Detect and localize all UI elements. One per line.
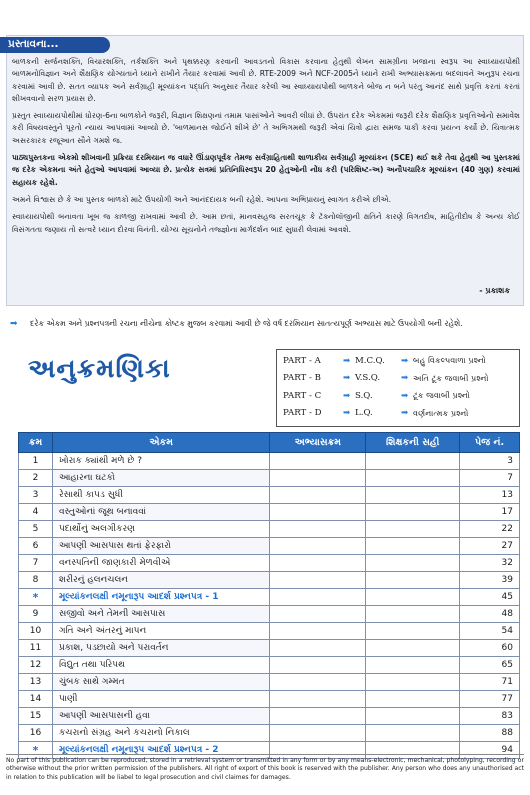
- row-teacher-sign-cell: [366, 657, 460, 674]
- table-row: [19, 589, 520, 606]
- row-serial: 9: [19, 606, 53, 623]
- row-syllabus-cell: [270, 640, 366, 657]
- row-serial: 4: [19, 504, 53, 521]
- row-serial: *: [19, 589, 53, 606]
- row-syllabus-cell: [270, 589, 366, 606]
- arrow-right-icon: ➡: [10, 319, 18, 329]
- part-desc: અતિ ટૂંક જવાબી પ્રશ્નો: [413, 372, 489, 383]
- row-syllabus-cell: [270, 691, 366, 708]
- row-unit-name: કચરાનો સંગ્રહ અને કચરાનો નિકાલ: [52, 725, 270, 742]
- table-row: [19, 640, 520, 657]
- table-row: [19, 487, 520, 504]
- row-serial: 15: [19, 708, 53, 725]
- table-row: [19, 453, 520, 470]
- arrow-right-icon: ➡: [401, 390, 409, 401]
- table-row: [19, 504, 520, 521]
- row-teacher-sign-cell: [366, 640, 460, 657]
- preface-paragraph: બાળકની સર્જનશક્તિ, વિચારશક્તિ, તર્કશક્તિ અને પૃથક્કરણ કરવાની આવડતનો વિકાસ કરવાના હેતુથી લેખન સામગ્રીના ખજાના સ્વરૂપ આ સ્વાધ્યાયપોથી બાળમનોવિજ્ઞાન અને શૈક્ષણિક યોગ્યતાને ધ્યાને રાખીને તૈયાર કરવામાં આવી છે. RTE-2009 અને NCF-2005ને ધ્યાને રાખી અભ્યાસક્રમના બદલાવને અનુરૂપ રચના કરવામાં આવી છે. સતત વ્યાપક અને સર્વગ્રાહી મૂલ્યાંકન પદ્ધતિ અનુસાર તૈયાર કરેલી આ સ્વાધ્યાયપોથી બાળકને બોજ ન બને પરંતુ આનંદ સાથે પ્રવૃત્તિ કરતાં કરતાં શીખવવાનો સરળ પ્રયાસ છે.: [12, 57, 520, 103]
- table-row: [19, 623, 520, 640]
- preface-paragraph-bold: પાઠ્યપુસ્તકના એકમો શીખવાની પ્રક્રિયા દરમિયાન જ વધારે ઊંડાણપૂર્વક તેમજ સર્વગ્રાહિતાથી શાળાકીય સર્વગ્રાહી મૂલ્યાંકન (SCE) થઈ શકે તેવા હેતુથી આ પુસ્તકમાં જ દરેક એકમના અંતે હેતુઓ આપવામાં આવ્યા છે. પ્રત્યેક સત્રમાં પ્રતિનિધિસ્વરૂપ 20 હેતુઓની નોંધ કરી (પરિશિષ્ટ-અ) અનૌપચારિક મૂલ્યાંકન (40 ગુણ) કરવામાં સહાયક રહેશે.: [12, 153, 520, 187]
- row-serial: 1: [19, 453, 53, 470]
- row-teacher-sign-cell: [366, 521, 460, 538]
- row-page-number: 48: [460, 606, 520, 623]
- table-row: [19, 725, 520, 742]
- table-row: [19, 521, 520, 538]
- row-page-number: 88: [460, 725, 520, 742]
- row-unit-name: ખોરાક ક્યાંથી મળે છે ?: [52, 453, 270, 470]
- row-page-number: 71: [460, 674, 520, 691]
- part-row: [283, 370, 513, 388]
- row-page-number: 60: [460, 640, 520, 657]
- arrow-right-icon: ➡: [401, 408, 409, 419]
- row-unit-name: વનસ્પતિની જાણકારી મેળવીએ: [52, 555, 270, 572]
- part-abbr: M.C.Q.: [355, 355, 385, 366]
- row-teacher-sign-cell: [366, 606, 460, 623]
- preface-paragraph: સ્વાધ્યાયપોથી બનાવતા ખૂબ જ કાળજી રાખવામાં આવી છે. આમ છતાં, માનવસહજ સરતચૂક કે ટૅક્નોલૉજીની ક્ષતિને કારણે વિગતદોષ, માહિતીદોષ કે અન્ય કોઈ વિસંગતતા જણાય તો સત્વરે ધ્યાન દોરવા વિનંતી. યોગ્ય સૂચનોને તજ્જ્ઞોના માર્ગદર્શન બાદ સુધારી લેવામાં આવશે.: [12, 212, 520, 234]
- row-syllabus-cell: [270, 470, 366, 487]
- table-row: [19, 708, 520, 725]
- arrow-right-icon: ➡: [343, 373, 351, 384]
- table-row: [19, 572, 520, 589]
- row-page-number: 3: [460, 453, 520, 470]
- row-unit-name: આપણી આસપાસની હવા: [52, 708, 270, 725]
- row-syllabus-cell: [270, 572, 366, 589]
- row-serial: 14: [19, 691, 53, 708]
- part-row: [283, 352, 513, 370]
- row-teacher-sign-cell: [366, 538, 460, 555]
- row-syllabus-cell: [270, 606, 366, 623]
- part-abbr: V.S.Q.: [355, 373, 381, 384]
- header-serial: ક્રમ: [19, 433, 53, 453]
- row-serial: 13: [19, 674, 53, 691]
- row-page-number: 65: [460, 657, 520, 674]
- table-row: [19, 470, 520, 487]
- index-table-wrap: [18, 432, 520, 759]
- row-page-number: 13: [460, 487, 520, 504]
- row-unit-name: મૂલ્યાંકનલક્ષી નમૂનારૂપ આદર્શ પ્રશ્નપત્ર - 2: [52, 742, 270, 759]
- row-teacher-sign-cell: [366, 725, 460, 742]
- copyright-notice: No part of this publication can be reproduced, stored in a retrieval system or transmitted in any form or by any means-electronic, mechanical, photolyping, recording or otherwise without the prior written permission of the publishers. All right of export of this book is reserved with the publisher. Any person who does any unauthorised act in relation to this publication will be liabel to legal prosecution and civil claimes for damages.: [6, 754, 524, 790]
- row-syllabus-cell: [270, 674, 366, 691]
- row-page-number: 54: [460, 623, 520, 640]
- row-serial: 16: [19, 725, 53, 742]
- arrow-right-icon: ➡: [343, 355, 351, 366]
- row-teacher-sign-cell: [366, 589, 460, 606]
- part-abbr: L.Q.: [355, 408, 373, 419]
- part-abbr: S.Q.: [355, 390, 373, 401]
- part-desc: બહુ વિકલ્પવાળા પ્રશ્નો: [413, 355, 486, 366]
- row-syllabus-cell: [270, 657, 366, 674]
- row-unit-name: સજીવો અને તેમની આસપાસ: [52, 606, 270, 623]
- row-page-number: 94: [460, 742, 520, 759]
- row-syllabus-cell: [270, 708, 366, 725]
- row-syllabus-cell: [270, 504, 366, 521]
- row-serial: 11: [19, 640, 53, 657]
- row-teacher-sign-cell: [366, 572, 460, 589]
- row-page-number: 17: [460, 504, 520, 521]
- row-teacher-sign-cell: [366, 453, 460, 470]
- row-unit-name: મૂલ્યાંકનલક્ષી નમૂનારૂપ આદર્શ પ્રશ્નપત્ર - 1: [52, 589, 270, 606]
- row-syllabus-cell: [270, 521, 366, 538]
- row-teacher-sign-cell: [366, 504, 460, 521]
- row-serial: 8: [19, 572, 53, 589]
- row-syllabus-cell: [270, 538, 366, 555]
- index-header-row: [19, 433, 520, 453]
- row-unit-name: ચુંબક સાથે ગમ્મત: [52, 674, 270, 691]
- part-desc: વર્ણનાત્મક પ્રશ્નો: [413, 407, 469, 418]
- row-page-number: 7: [460, 470, 520, 487]
- row-page-number: 32: [460, 555, 520, 572]
- header-unit: એકમ: [52, 433, 270, 453]
- part-row: [283, 387, 513, 405]
- part-label: PART - D: [283, 408, 322, 419]
- arrow-right-icon: ➡: [401, 373, 409, 384]
- row-syllabus-cell: [270, 725, 366, 742]
- parts-legend: [276, 349, 520, 427]
- index-title: અનુક્રમણિકા: [28, 354, 171, 384]
- row-unit-name: આહારના ઘટકો: [52, 470, 270, 487]
- row-serial: 2: [19, 470, 53, 487]
- row-serial: 7: [19, 555, 53, 572]
- row-serial: 3: [19, 487, 53, 504]
- part-desc: ટૂંક જવાબી પ્રશ્નો: [413, 390, 470, 401]
- preface-heading: પ્રસ્તાવના...: [0, 37, 110, 53]
- row-unit-name: શરીરનું હલનચલન: [52, 572, 270, 589]
- row-unit-name: ગતિ અને અંતરનું માપન: [52, 623, 270, 640]
- row-teacher-sign-cell: [366, 470, 460, 487]
- part-label: PART - A: [283, 355, 321, 366]
- header-syllabus: અભ્યાસક્રમ: [270, 433, 366, 453]
- row-serial: *: [19, 742, 53, 759]
- arrow-right-icon: ➡: [343, 408, 351, 419]
- row-page-number: 39: [460, 572, 520, 589]
- preface-paragraph: પ્રસ્તુત સ્વાધ્યાયપોથીમાં ધોરણ-6ના બાળકોને જરૂરી, વિજ્ઞાન શિક્ષણનાં તમામ પાસાંઓને આવરી લીધાં છે. ઉપરાંત દરેક એકમમાં જરૂરી દરેક શૈક્ષણિક પ્રવૃત્તિઓનો સમાવેશ કરી વિષયવસ્તુને પૂરતો ન્યાય આપવામાં આવ્યો છે. 'બાળમાનસ જોઈને શીખે છે' તે અભિગમથી જરૂરી એવાં ચિત્રો દ્વારા સમજ પાકી કરવા પ્રયત્ન કર્યો છે. ચિત્રાત્મક અસરકારક રજૂઆત સૌને ગમશે જ.: [12, 111, 520, 145]
- preface-body: [12, 56, 520, 241]
- row-serial: 5: [19, 521, 53, 538]
- row-syllabus-cell: [270, 453, 366, 470]
- row-teacher-sign-cell: [366, 487, 460, 504]
- row-teacher-sign-cell: [366, 555, 460, 572]
- row-page-number: 45: [460, 589, 520, 606]
- row-unit-name: પાણી: [52, 691, 270, 708]
- preface-paragraph: અમને વિશ્વાસ છે કે આ પુસ્તક બાળકો માટે ઉપયોગી અને આનંદદાયક બની રહેશે. આપના અભિપ્રાયનું સ્વાગત કરીએ છીએ.: [12, 194, 392, 204]
- table-row: [19, 538, 520, 555]
- row-unit-name: રેસાથી કાપડ સુધી: [52, 487, 270, 504]
- row-unit-name: વિદ્યુત તથા પરિપથ: [52, 657, 270, 674]
- part-label: PART - C: [283, 390, 322, 401]
- header-teacher-sign: શિક્ષકની સહી: [366, 433, 460, 453]
- row-teacher-sign-cell: [366, 674, 460, 691]
- header-page-no: પેજ નં.: [460, 433, 520, 453]
- table-row: [19, 674, 520, 691]
- row-teacher-sign-cell: [366, 691, 460, 708]
- row-syllabus-cell: [270, 623, 366, 640]
- row-syllabus-cell: [270, 487, 366, 504]
- structure-note-text: દરેક એકમ અને પ્રશ્નપત્રની રચના નીચેના કોષ્ટક મુજબ કરવામાં આવી છે જે વર્ષ દરમિયાન સાતત્યપૂર્ણ અભ્યાસ માટે ઉપયોગી બની રહેશે.: [30, 319, 463, 328]
- row-serial: 10: [19, 623, 53, 640]
- row-teacher-sign-cell: [366, 623, 460, 640]
- index-table: [18, 432, 520, 759]
- row-unit-name: પદાર્થોનું અલગીકરણ: [52, 521, 270, 538]
- row-page-number: 83: [460, 708, 520, 725]
- part-label: PART - B: [283, 373, 321, 384]
- row-page-number: 27: [460, 538, 520, 555]
- index-table-body: [19, 453, 520, 759]
- part-row: [283, 405, 513, 423]
- table-row: [19, 657, 520, 674]
- table-row: [19, 606, 520, 623]
- publisher-signature: - પ્રકાશક: [479, 286, 510, 295]
- arrow-right-icon: ➡: [401, 355, 409, 366]
- row-unit-name: આપણી આસપાસ થતાં ફેરફારો: [52, 538, 270, 555]
- row-serial: 6: [19, 538, 53, 555]
- row-unit-name: વસ્તુઓનાં જૂથ બનાવવાં: [52, 504, 270, 521]
- row-teacher-sign-cell: [366, 708, 460, 725]
- table-row: [19, 555, 520, 572]
- arrow-right-icon: ➡: [343, 390, 351, 401]
- row-unit-name: પ્રકાશ, પડછાયો અને પરાવર્તન: [52, 640, 270, 657]
- table-row: [19, 691, 520, 708]
- row-page-number: 22: [460, 521, 520, 538]
- structure-note: [10, 318, 510, 330]
- row-serial: 12: [19, 657, 53, 674]
- row-page-number: 77: [460, 691, 520, 708]
- row-syllabus-cell: [270, 555, 366, 572]
